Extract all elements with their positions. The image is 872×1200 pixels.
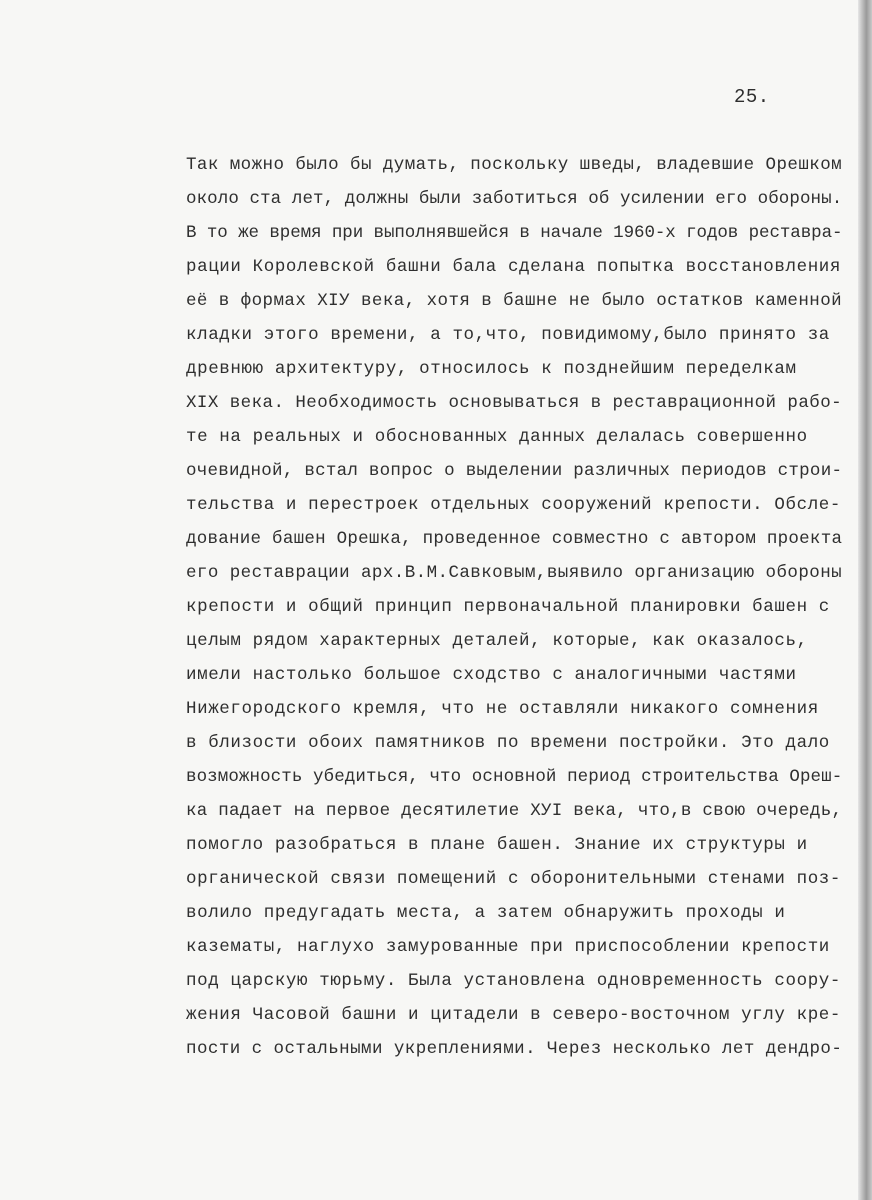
text-line: Нижегородского кремля, что не оставляли никакого сомнения xyxy=(186,699,819,719)
text-line: органической связи помещений с оборонительными стенами поз- xyxy=(186,869,842,889)
text-line: его реставрации арх.В.М.Савковым,выявило организацию обороны xyxy=(186,563,843,583)
text-line: жения Часовой башни и цитадели в северо-восточном углу кре- xyxy=(186,1005,842,1025)
page-number: 25. xyxy=(734,86,770,108)
text-line: кладки этого времени, а то,что, повидимому,было принято за xyxy=(186,325,830,345)
text-line: XIX века. Необходимость основываться в реставрационной рабо- xyxy=(186,393,843,413)
text-line: под царскую тюрьму. Была установлена одновременность соору- xyxy=(186,971,842,991)
text-line: её в формах XIУ века, хотя в башне не было остатков каменной xyxy=(186,291,843,311)
text-line: очевидной, встал вопрос о выделении различных периодов строи- xyxy=(186,461,843,481)
text-line: волило предугадать места, а затем обнаружить проходы и xyxy=(186,903,786,923)
text-line: тельства и перестроек отдельных сооружений крепости. Обсле- xyxy=(186,495,842,515)
text-line: те на реальных и обоснованных данных делалась совершенно xyxy=(186,427,808,447)
text-line: казематы, наглухо замурованные при приспособлении крепости xyxy=(186,937,830,957)
text-line: около ста лет, должны были заботиться об усилении его обороны. xyxy=(186,189,843,209)
text-line: в близости обоих памятников по времени постройки. Это дало xyxy=(186,733,830,753)
text-line: дование башен Орешка, проведенное совместно с автором проекта xyxy=(186,529,843,549)
text-line: древнюю архитектуру, относилось к позднейшим переделкам xyxy=(186,359,797,379)
text-line: пости с остальными укреплениями. Через несколько лет дендро- xyxy=(186,1039,843,1059)
page-edge-shadow xyxy=(858,0,872,1200)
text-line: целым рядом характерных деталей, которые, как оказалось, xyxy=(186,631,808,651)
text-line: крепости и общий принцип первоначальной планировки башен с xyxy=(186,597,830,617)
text-line: помогло разобраться в плане башен. Знание их структуры и xyxy=(186,835,808,855)
text-line: Так можно было бы думать, поскольку шведы, владевшие Орешком xyxy=(186,155,843,175)
text-line: рации Королевской башни бала сделана попытка восстановления xyxy=(186,257,842,277)
text-line: В то же время при выполнявшейся в начале 1960-х годов реставра- xyxy=(186,223,843,243)
text-line: ка падает на первое десятилетие ХУI века, что,в свою очередь, xyxy=(186,801,843,821)
text-line: имели настолько большое сходство с аналогичными частями xyxy=(186,665,797,685)
text-line: возможность убедиться, что основной период строительства Ореш- xyxy=(186,767,843,787)
